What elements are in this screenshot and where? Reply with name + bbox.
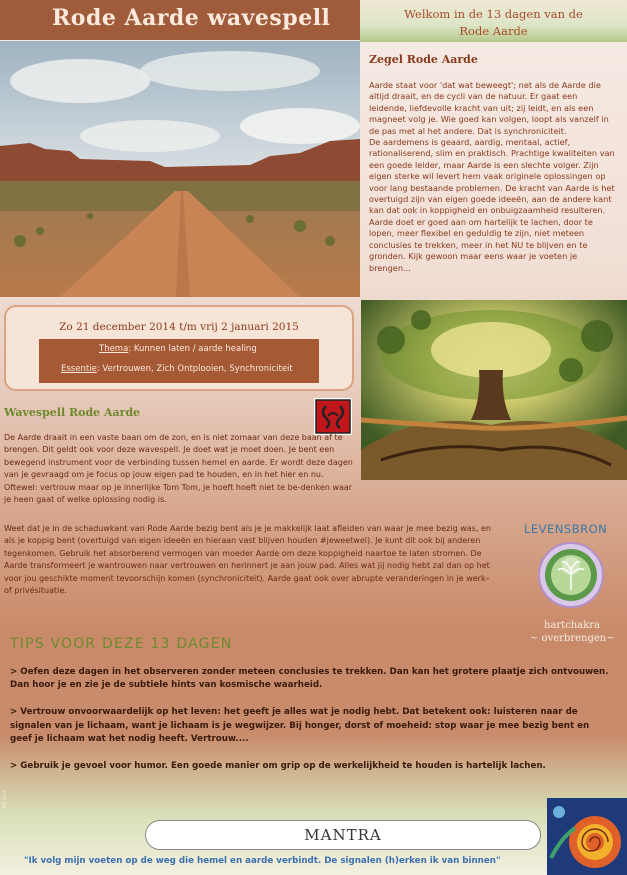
zegel-paragraph: Aarde staat voor 'dat wat beweegt'; net als de Aarde die altijd draait, en de cycli van de natuur. Er gaat een leidende, liefdevolle kracht van uit; zij leidt, en als een magneet volg je. Wie goed kan volgen, loopt als vanzelf in de pas met al het andere. Dat is synchroniciteit. (369, 80, 609, 136)
welcome-line-1: Welkom in de 13 dagen van de (404, 7, 583, 21)
tip-item: > Vertrouw onvoorwaardelijk op het leven: het geeft je alles wat je nodig hebt. Dat betekent ook: luisteren naar de signalen van je lichaam, want je lichaam is je wegwijzer. Bij honger, dorst of moeheid: stop waar je mee bezig bent en geef je lichaam wat het nodig heeft. Vertrouw.... (10, 707, 590, 744)
wavespell-title: Wavespell Rode Aarde (4, 406, 141, 419)
date-box (4, 305, 354, 391)
mantra-label: MANTRA (304, 826, 382, 844)
zegel-paragraph: De aardemens is geaard, aardig, mentaal, actief, rationaliserend, slim en praktisch. Prachtige kwaliteiten van een goede leider, maar Aarde is een slechte volger. Zijn eigen sterke wil levert hem vaak originele oplossingen op voor lang bestaande problemen. De kracht van Aarde is het overtuigd zijn van eigen goede ideeën, aan de andere kant kan dat ook in koppigheid en onbuigzaamheid resulteren. (369, 137, 615, 216)
date-range: Zo 21 december 2014 t/m vrij 2 januari 2015 (59, 321, 299, 333)
mantra-box (145, 820, 541, 850)
essentie-row (61, 364, 293, 374)
zegel-title: Zegel Rode Aarde (369, 53, 478, 66)
tips-list (10, 666, 610, 787)
heart-chakra-mandala (538, 542, 604, 608)
earth-tree-woman-illustration (361, 300, 627, 480)
essentie-value: : Vertrouwen, Zich Ontplooien, Synchroniciteit (96, 364, 293, 374)
thema-value: : Kunnen laten / aarde healing (128, 344, 257, 354)
mantra-text: "Ik volg mijn voeten op de weg die hemel en aarde verbindt. De signalen (h)erken ik van binnen" (24, 856, 501, 866)
zegel-paragraph: Aarde doet er goed aan om hartelijk te lachen, door te lopen, meer flexibel en geduldig te zijn, niet meteen conclusies te trekken, meer in het NU te blijven en te gronden. Kijk gewoon maar eens waar je voeten je brengen... (369, 216, 593, 273)
welcome-line-2: Rode Aarde (459, 24, 528, 38)
spiral-sun-painting (547, 798, 627, 875)
title-bar (0, 0, 360, 40)
desert-road-photo (0, 41, 360, 297)
thema-row (99, 344, 257, 354)
page-title: Rode Aarde wavespell (52, 5, 331, 31)
tip-item: > Gebruik je gevoel voor humor. Een goede manier om grip op de werkelijkheid te houden is hartelijk lachen. (10, 761, 546, 772)
essentie-label: Essentie (61, 364, 97, 374)
wavespell-text-wide: Weet dat je in de schaduwkant van Rode Aarde bezig bent als je je makkelijk laat afleiden van waar je mee bezig was, en als je koppig bent (overtuigd van eigen ideeën en hieraan vast blijven houden #jeweetwel). Je kunt dit ook bij anderen tegenkomen. Gebruik het absorberend vermogen van moeder Aarde om deze koppigheid naartoe te laten stromen. De Aarde transformeert je wantrouwen naar vertrouwen en herinnert je aan jouw pad. Alles wat jij nodig hebt zal dan op het voor jou geschikte moment tevoorschijn komen (synchroniciteit). Aarde gaat ook over abrupte veranderingen in je werk– of privésituatie. (4, 524, 491, 596)
side-print: MB 2014 (2, 790, 7, 808)
thema-label: Thema (99, 344, 129, 354)
levensbron-title: LEVENSBRON (524, 522, 608, 536)
red-earth-glyph (314, 398, 352, 435)
wavespell-text-narrow: De Aarde draait in een vaste baan om de zon, en is niet zomaar van deze baan af te brengen. Dit geldt ook voor deze wavespell. Je doet wat je moet doen. Je bent een bewegend instrument voor de verbinding tussen hemel en aarde. Er wordt deze dagen van je gevraagd om je focus op jouw eigen pad te houden, en in het hier en nu. Oftewel: vertrouw maar op je innerlijke Tom Tom, je hoeft hoeft niet te be-denken waar je heen gaat of welke oplossing nodig is. (4, 433, 353, 505)
theme-box (39, 339, 319, 383)
zegel-text (369, 80, 617, 274)
tip-item: > Oefen deze dagen in het observeren zonder meteen conclusies te trekken. Dan kan het grotere plaatje zich ontvouwen. Dan hoor je en zie je de subtiele hints van kosmische waarheid. (10, 667, 609, 691)
welcome-banner (360, 0, 627, 42)
levensbron-line-2: ~ overbrengen~ (530, 633, 615, 644)
tips-title: TIPS VOOR DEZE 13 DAGEN (10, 636, 233, 652)
levensbron-line-1: hartchakra (544, 620, 601, 631)
